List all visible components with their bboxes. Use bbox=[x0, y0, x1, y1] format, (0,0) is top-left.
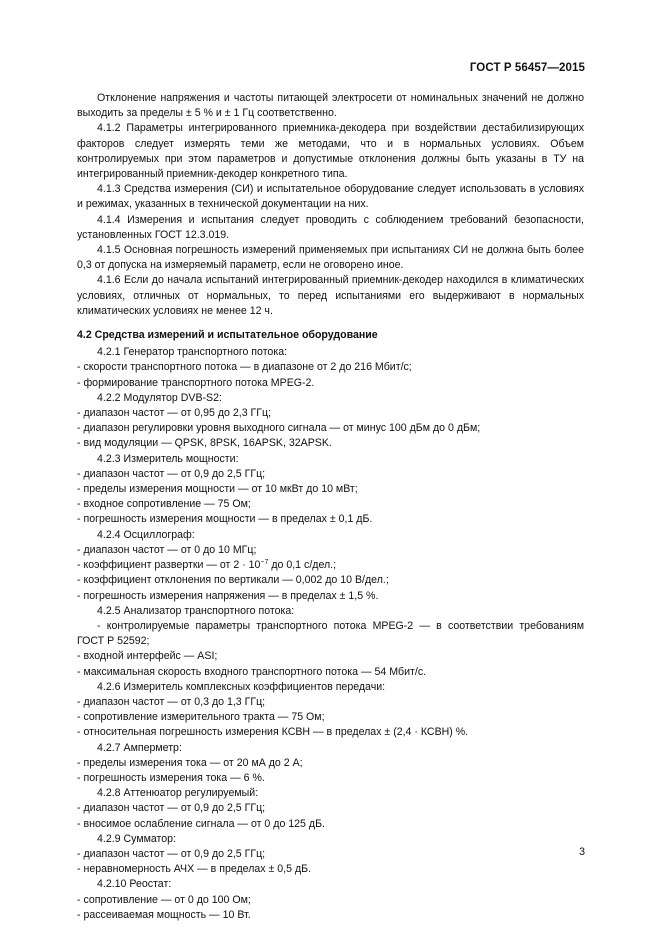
list-line: 4.2.3 Измеритель мощности: bbox=[97, 452, 239, 465]
list-line: - диапазон частот — от 0,95 до 2,3 ГГц; bbox=[77, 407, 272, 420]
list-line: - вносимое ослабление сигнала — от 0 до 125 дБ. bbox=[77, 817, 325, 830]
list-line: - скорости транспортного потока — в диапазоне от 2 до 216 Мбит/с; bbox=[77, 361, 412, 374]
list-line: - относительная погрешность измерения КСВН — в пределах ± (2,4 · КСВН) %. bbox=[77, 726, 469, 739]
sweep-coefficient-line bbox=[77, 558, 584, 573]
sweep-exponent: −7 bbox=[260, 559, 269, 567]
list-line: - рассеиваемая мощность — 10 Вт. bbox=[77, 908, 251, 921]
paragraph-4-1-5: 4.1.5 Основная погрешность измерений применяемых при испытаниях СИ не должна быть более 0,3 от допуска на измеряемый параметр, если не оговорено иное. bbox=[77, 244, 584, 272]
list-line: 4.2.8 Аттенюатор регулируемый: bbox=[97, 787, 259, 800]
list-line: - диапазон частот — от 0,3 до 1,3 ГГц; bbox=[77, 695, 266, 708]
page-content bbox=[77, 91, 584, 923]
paragraph-voltage-deviation: Отклонение напряжения и частоты питающей электросети от номинальных значений не должно выходить за пределы ± 5 % и ± 1 Гц соответственно. bbox=[77, 92, 584, 120]
list-line: - сопротивление — от 0 до 100 Ом; bbox=[77, 893, 251, 906]
paragraph-4-1-6: 4.1.6 Если до начала испытаний интегрированный приемник-декодер находился в климатических условиях, отличных от нормальных, то перед испытаниями его выдерживают в нормальных климатических условиях не менее 12 ч. bbox=[77, 274, 584, 317]
list-line: - сопротивление измерительного тракта — 75 Ом; bbox=[77, 711, 325, 724]
page-number: 3 bbox=[579, 846, 585, 858]
list-line: - диапазон частот — от 0,9 до 2,5 ГГц; bbox=[77, 802, 266, 815]
list-line: - входной интерфейс — ASI; bbox=[77, 650, 218, 663]
list-line: - максимальная скорость входного транспортного потока — 54 Мбит/с. bbox=[77, 665, 427, 678]
document-id-header: ГОСТ Р 56457—2015 bbox=[469, 62, 585, 74]
list-line: - коэффициент отклонения по вертикали — 0,002 до 10 В/дел.; bbox=[77, 574, 389, 587]
list-line: - диапазон частот — от 0,9 до 2,5 ГГц; bbox=[77, 467, 266, 480]
list-line: - входное сопротивление — 75 Ом; bbox=[77, 498, 251, 511]
list-line: - диапазон частот — от 0,9 до 2,5 ГГц; bbox=[77, 847, 266, 860]
section-heading-4-2: 4.2 Средства измерений и испытательное оборудование bbox=[77, 329, 378, 342]
list-line: - погрешность измерения тока — 6 %. bbox=[77, 771, 265, 784]
list-line: - диапазон частот — от 0 до 10 МГц; bbox=[77, 543, 257, 556]
paragraph-4-1-4: 4.1.4 Измерения и испытания следует проводить с соблюдением требований безопасности, установленных ГОСТ 12.3.019. bbox=[77, 213, 584, 241]
list-line: 4.2.4 Осциллограф: bbox=[97, 528, 195, 541]
sweep-prefix: - коэффициент развертки — от 2 · 10 bbox=[77, 559, 261, 572]
list-line: - пределы измерения тока — от 20 мА до 2 А; bbox=[77, 756, 303, 769]
list-line: 4.2.10 Реостат: bbox=[97, 878, 172, 891]
list-line: 4.2.5 Анализатор транспортного потока: bbox=[97, 604, 295, 617]
paragraph-4-1-2: 4.1.2 Параметры интегрированного приемника-декодера при воздействии дестабилизирующих факторов следует измерять теми же методами, что и в нормальных условиях. Объем контролируемых при этом параметров и допустимые отклонения должны быть указаны в ТУ на интегрированный приемник-декодер конкретного типа. bbox=[77, 122, 584, 181]
sweep-suffix: до 0,1 с/дел.; bbox=[268, 559, 337, 572]
list-line: - неравномерность АЧХ — в пределах ± 0,5 дБ. bbox=[77, 863, 312, 876]
list-line: 4.2.7 Амперметр: bbox=[97, 741, 182, 754]
list-line: 4.2.1 Генератор транспортного потока: bbox=[97, 346, 288, 359]
analyzer-parameters-paragraph: - контролируемые параметры транспортного потока MPEG-2 — в соответствии требованиям ГОСТ Р 52592; bbox=[77, 619, 584, 648]
list-line: - диапазон регулировки уровня выходного сигнала — от минус 100 дБм до 0 дБм; bbox=[77, 422, 481, 435]
list-line: - погрешность измерения мощности — в пределах ± 0,1 дБ. bbox=[77, 513, 373, 526]
list-line: - погрешность измерения напряжения — в пределах ± 1,5 %. bbox=[77, 589, 379, 602]
list-line: - вид модуляции — QPSK, 8PSK, 16APSK, 32APSK. bbox=[77, 437, 332, 450]
list-line: 4.2.9 Сумматор: bbox=[97, 832, 177, 845]
list-line: 4.2.6 Измеритель комплексных коэффициентов передачи: bbox=[97, 680, 386, 693]
list-line: - пределы измерения мощности — от 10 мкВт до 10 мВт; bbox=[77, 483, 358, 496]
list-line: - формирование транспортного потока MPEG-2. bbox=[77, 376, 315, 389]
paragraph-4-1-3: 4.1.3 Средства измерения (СИ) и испытательное оборудование следует использовать в условиях и режимах, указанных в технической документации на них. bbox=[77, 183, 584, 211]
list-line: 4.2.2 Модулятор DVB-S2: bbox=[97, 391, 222, 404]
